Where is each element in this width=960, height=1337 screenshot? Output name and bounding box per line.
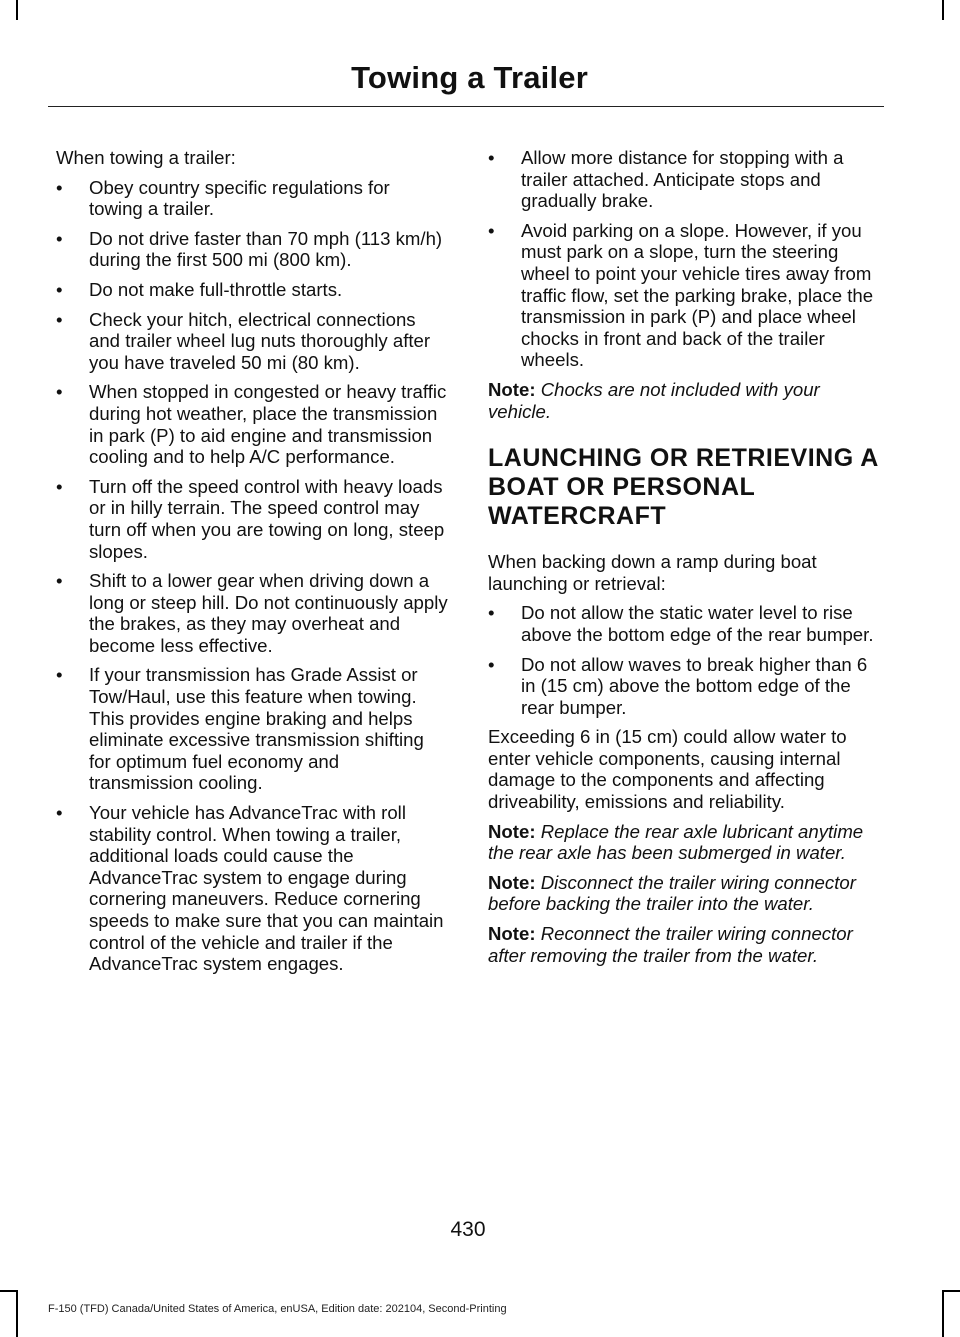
towing-tips-list-continued [488,147,882,371]
crop-mark-bottom-right [942,1290,944,1337]
footer-edition-info: F-150 (TFD) Canada/United States of America, enUSA, Edition date: 202104, Second-Printing [48,1303,507,1315]
bullet-icon: • [56,570,63,592]
bullet-icon: • [56,308,63,330]
list-item: • Obey country specific regulations for towing a trailer. [56,176,390,220]
list-item: • If your transmission has Grade Assist or Tow/Haul, use this feature when towing. This provides engine braking and helps eliminate excessive transmission shifting for optimum fuel economy and transmission cooling. [56,664,424,794]
bullet-icon: • [56,381,63,403]
list-item: • Shift to a lower gear when driving down a long or steep hill. Do not continuously apply the brakes, as they may overheat and become less effective. [56,570,448,656]
crop-mark-bottom-right-h [942,1290,960,1292]
bullet-icon: • [56,802,63,824]
bullet-icon: • [56,475,63,497]
list-item: • Allow more distance for stopping with a trailer attached. Anticipate stops and gradually brake. [488,147,844,212]
page-title: Towing a Trailer [351,60,588,95]
list-item: • Turn off the speed control with heavy loads or in hilly terrain. The speed control may turn off when you are towing on long, steep slopes. [56,475,445,562]
crop-mark-top-left [16,0,18,20]
boat-tips-list [488,602,882,718]
water-damage-text: Exceeding 6 in (15 cm) could allow water to enter vehicle components, causing internal damage to the components and affecting driveability, emissions and reliability. [488,726,847,813]
bullet-icon: • [56,664,63,686]
list-item: • Do not allow waves to break higher than 6 in (15 cm) above the bottom edge of the rear bumper. [488,653,868,718]
bullet-icon: • [488,219,495,241]
bullet-icon: • [488,147,495,168]
note-reconnect-wiring: Note: Reconnect the trailer wiring connector after removing the trailer from the water. [488,923,853,966]
towing-tips-list [56,177,448,975]
boat-intro-text: When backing down a ramp during boat launching or retrieval: [488,551,817,594]
list-item: • Your vehicle has AdvanceTrac with roll stability control. When towing a trailer, additional loads could cause the AdvanceTrac system to engage during cornering maneuvers. Reduce cornering speeds to make sure that you can maintain control of the vehicle and trailer if the AdvanceTrac system engages. [56,802,444,975]
note-chocks: Note: Chocks are not included with your vehicle. [488,378,820,422]
header-divider [48,106,884,107]
list-item: • Do not drive faster than 70 mph (113 km/h) during the first 500 mi (800 km). [56,227,443,271]
crop-mark-bottom-left [16,1290,18,1337]
bullet-icon: • [56,227,63,249]
list-item: • When stopped in congested or heavy traffic during hot weather, place the transmission in park (P) to aid engine and transmission cooling and to help A/C performance. [56,381,447,468]
note-disconnect-wiring: Note: Disconnect the trailer wiring connector before backing the trailer into the water. [488,871,856,915]
crop-mark-top-right [942,0,944,20]
right-column [488,147,882,974]
bullet-icon: • [56,278,63,300]
intro-text: When towing a trailer: [56,147,236,168]
page-number: 430 [450,1218,486,1241]
list-item: • Avoid parking on a slope. However, if you must park on a slope, turn the steering wheel to point your vehicle tires away from traffic flow, set the parking brake, place the transmission in park (P) and place wheel chocks in front and back of the trailer wheels. [488,219,874,371]
bullet-icon: • [56,176,63,198]
bullet-icon: • [488,653,495,675]
section-heading: LAUNCHING OR RETRIEVING A BOAT OR PERSONAL WATERCRAFT [488,444,878,531]
list-item: • Check your hitch, electrical connections and trailer wheel lug nuts thoroughly after you have traveled 50 mi (80 km). [56,308,431,373]
note-axle-lubricant: Note: Replace the rear axle lubricant anytime the rear axle has been submerged in water. [488,820,864,864]
crop-mark-bottom-left-h [0,1290,18,1292]
bullet-icon: • [488,602,495,624]
list-item: • Do not allow the static water level to rise above the bottom edge of the rear bumper. [488,602,874,645]
left-column [56,147,448,983]
list-item: • Do not make full-throttle starts. [56,278,343,300]
